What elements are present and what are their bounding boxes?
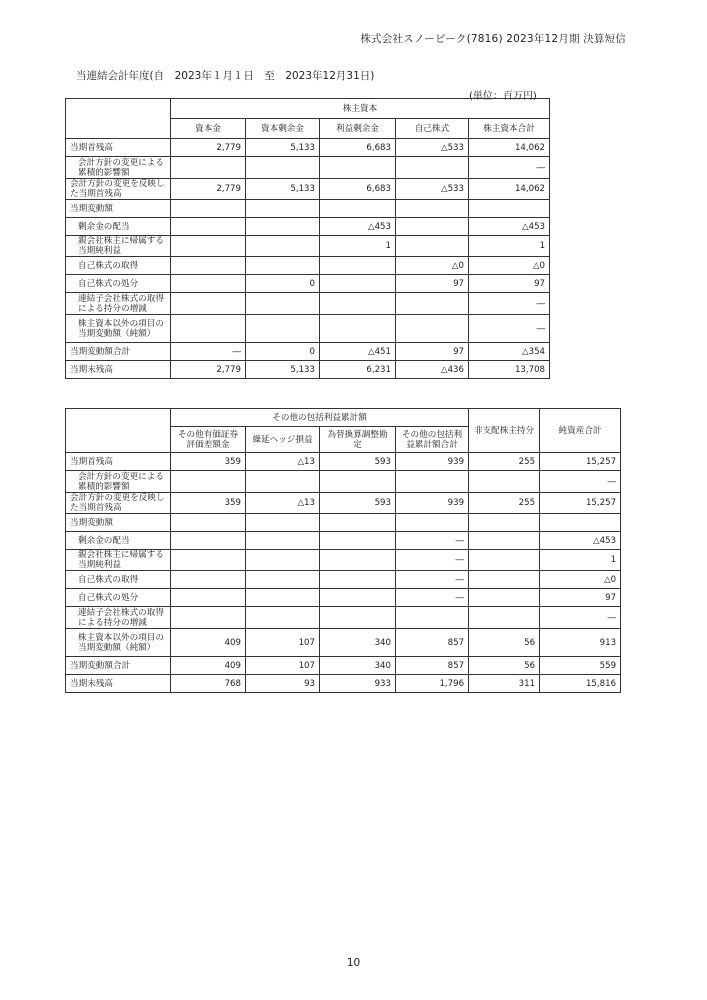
table-cell: 857 [396, 657, 469, 675]
table-cell [469, 571, 540, 589]
table-cell [396, 607, 469, 629]
table-cell [320, 200, 396, 218]
row-label: 親会社株主に帰属する当期純利益 [66, 236, 171, 257]
table-row [66, 493, 621, 514]
table-cell [171, 532, 246, 550]
table-cell: △453 [320, 218, 396, 236]
table-row [66, 179, 550, 200]
row-label: 当期変動額合計 [66, 343, 171, 361]
table-cell: ― [396, 571, 469, 589]
table-cell: △13 [246, 493, 320, 514]
group-header: その他の包括利益累計額 [171, 409, 469, 427]
table-cell: 1 [469, 236, 550, 257]
table-row [66, 629, 621, 657]
table-cell: 107 [246, 657, 320, 675]
table-cell [171, 607, 246, 629]
row-label: 株主資本以外の項目の当期変動額（純額） [66, 315, 171, 343]
table-row [66, 589, 621, 607]
row-label: 会計方針の変更による累積的影響額 [66, 157, 171, 179]
table-cell: 6,231 [320, 361, 396, 379]
column-header: 為替換算調整勘定 [320, 427, 396, 453]
table-cell: 107 [246, 629, 320, 657]
table-cell: 97 [396, 343, 469, 361]
table-cell [469, 514, 540, 532]
table-row [66, 453, 621, 471]
accumulated-oci-table [65, 408, 621, 693]
table-cell: 15,816 [540, 675, 621, 693]
row-label: 会計方針の変更を反映した当期首残高 [66, 493, 171, 514]
table-cell [320, 607, 396, 629]
row-label: 当期末残高 [66, 675, 171, 693]
row-label: 親会社株主に帰属する当期純利益 [66, 550, 171, 571]
table-cell: 857 [396, 629, 469, 657]
row-label: 剰余金の配当 [66, 532, 171, 550]
table-cell: △453 [540, 532, 621, 550]
table-cell: 933 [320, 675, 396, 693]
table-cell: 939 [396, 453, 469, 471]
table-cell: 56 [469, 629, 540, 657]
table-cell: ― [171, 343, 246, 361]
table-cell: 593 [320, 453, 396, 471]
table-corner [66, 99, 171, 139]
table-row [66, 550, 621, 571]
table-cell [171, 275, 246, 293]
table-cell: △0 [469, 257, 550, 275]
table-cell: ― [469, 157, 550, 179]
row-label: 当期変動額合計 [66, 657, 171, 675]
table-cell: △533 [396, 139, 469, 157]
column-header: 資本金 [171, 119, 246, 139]
column-header: その他有価証券評価差額金 [171, 427, 246, 453]
table-cell: △533 [396, 179, 469, 200]
table-cell [171, 471, 246, 493]
table-row [66, 471, 621, 493]
row-label: 当期首残高 [66, 139, 171, 157]
table-cell: 409 [171, 657, 246, 675]
table-cell: △354 [469, 343, 550, 361]
table-cell [246, 236, 320, 257]
table-cell: ― [396, 550, 469, 571]
table-cell [320, 157, 396, 179]
table-cell [246, 257, 320, 275]
table-cell [469, 200, 550, 218]
table-cell [246, 532, 320, 550]
table-cell: 939 [396, 493, 469, 514]
table-row [66, 236, 550, 257]
table-cell: 5,133 [246, 361, 320, 379]
table-cell: 14,062 [469, 179, 550, 200]
table-cell: 0 [246, 343, 320, 361]
table-cell [396, 218, 469, 236]
table-cell: 1 [540, 550, 621, 571]
table-cell: △0 [396, 257, 469, 275]
row-label: 当期変動額 [66, 514, 171, 532]
fiscal-period-title: 当連結会計年度(自 2023年１月１日 至 2023年12月31日) [76, 70, 375, 82]
table-cell [320, 315, 396, 343]
row-label: 当期変動額 [66, 200, 171, 218]
table-cell [396, 236, 469, 257]
column-header: 資本剰余金 [246, 119, 320, 139]
table-cell [469, 471, 540, 493]
table-cell: 2,779 [171, 179, 246, 200]
column-header: 繰延ヘッジ損益 [246, 427, 320, 453]
table-cell: 97 [540, 589, 621, 607]
table-cell [171, 157, 246, 179]
table-cell [320, 550, 396, 571]
table-cell [320, 514, 396, 532]
table-cell: 768 [171, 675, 246, 693]
table-cell [246, 471, 320, 493]
table-cell: 340 [320, 629, 396, 657]
unit-label: (単位：百万円) [469, 91, 537, 102]
table-cell [320, 257, 396, 275]
table-cell: ― [540, 471, 621, 493]
table-row [66, 200, 550, 218]
table-cell [396, 157, 469, 179]
table-cell: ― [396, 589, 469, 607]
table-cell [171, 200, 246, 218]
table-cell [246, 607, 320, 629]
page-number: 10 [346, 957, 361, 969]
table-body [66, 453, 621, 693]
table-row [66, 675, 621, 693]
table-cell: 255 [469, 453, 540, 471]
table-cell [171, 571, 246, 589]
table-row [66, 139, 550, 157]
table-cell: 6,683 [320, 139, 396, 157]
table-cell [246, 315, 320, 343]
table-cell [171, 589, 246, 607]
table-cell [320, 293, 396, 315]
table-row [66, 293, 550, 315]
table-cell: 15,257 [540, 453, 621, 471]
row-label: 会計方針の変更を反映した当期首残高 [66, 179, 171, 200]
table-row [66, 218, 550, 236]
table-cell: 5,133 [246, 139, 320, 157]
table-row [66, 571, 621, 589]
column-header: 株主資本合計 [469, 119, 550, 139]
table-cell: 2,779 [171, 139, 246, 157]
row-label: 剰余金の配当 [66, 218, 171, 236]
table-cell [320, 571, 396, 589]
table-cell [171, 293, 246, 315]
table-cell: 6,683 [320, 179, 396, 200]
table-cell [396, 514, 469, 532]
table-cell: 409 [171, 629, 246, 657]
row-label: 当期末残高 [66, 361, 171, 379]
table-corner [66, 409, 171, 453]
table-row [66, 257, 550, 275]
table-cell [246, 514, 320, 532]
table-cell: △453 [469, 218, 550, 236]
table-cell [396, 315, 469, 343]
table-cell: 1,796 [396, 675, 469, 693]
table-cell [246, 293, 320, 315]
table-cell: 56 [469, 657, 540, 675]
column-header: その他の包括利益累計額合計 [396, 427, 469, 453]
row-label: 連結子会社株式の取得による持分の増減 [66, 293, 171, 315]
row-label: 当期首残高 [66, 453, 171, 471]
table-cell: 2,779 [171, 361, 246, 379]
table-cell: 913 [540, 629, 621, 657]
group-header: 株主資本 [171, 99, 550, 119]
table-cell [171, 514, 246, 532]
table-cell [320, 589, 396, 607]
row-label: 自己株式の処分 [66, 589, 171, 607]
row-label: 自己株式の取得 [66, 257, 171, 275]
table-cell: 97 [469, 275, 550, 293]
table-row [66, 157, 550, 179]
table-cell [246, 550, 320, 571]
table-cell [171, 236, 246, 257]
table-cell [320, 275, 396, 293]
table-body [66, 139, 550, 379]
table-cell: ― [469, 315, 550, 343]
table-cell: △13 [246, 453, 320, 471]
table-cell [320, 532, 396, 550]
table-cell: 593 [320, 493, 396, 514]
row-label: 自己株式の取得 [66, 571, 171, 589]
table-row [66, 607, 621, 629]
row-label: 連結子会社株式の取得による持分の増減 [66, 607, 171, 629]
table-cell: △0 [540, 571, 621, 589]
row-label: 株主資本以外の項目の当期変動額（純額） [66, 629, 171, 657]
table-cell [396, 293, 469, 315]
column-header: 自己株式 [396, 119, 469, 139]
table-cell [320, 471, 396, 493]
table-cell [171, 257, 246, 275]
table-cell [246, 200, 320, 218]
table-cell: 15,257 [540, 493, 621, 514]
table-cell: 311 [469, 675, 540, 693]
table-cell: △436 [396, 361, 469, 379]
table-cell [469, 550, 540, 571]
table-cell: 559 [540, 657, 621, 675]
table-cell: 13,708 [469, 361, 550, 379]
document-header: 株式会社スノーピーク(7816) 2023年12月期 決算短信 [360, 33, 626, 45]
table-cell: ― [540, 607, 621, 629]
table-cell [246, 218, 320, 236]
table-row [66, 315, 550, 343]
table-row [66, 361, 550, 379]
column-header: 純資産合計 [540, 409, 621, 453]
table-row [66, 343, 550, 361]
column-header: 利益剰余金 [320, 119, 396, 139]
table-cell [171, 315, 246, 343]
column-header: 非支配株主持分 [469, 409, 540, 453]
table-cell: 340 [320, 657, 396, 675]
table-cell: ― [396, 532, 469, 550]
table-cell [246, 157, 320, 179]
table-cell: 359 [171, 493, 246, 514]
shareholders-equity-table [65, 98, 550, 379]
row-label: 自己株式の処分 [66, 275, 171, 293]
table-row [66, 514, 621, 532]
table-cell: 359 [171, 453, 246, 471]
table-cell: 93 [246, 675, 320, 693]
table-cell [246, 589, 320, 607]
table-cell: 0 [246, 275, 320, 293]
table-cell [540, 514, 621, 532]
table-cell [396, 471, 469, 493]
table-cell [469, 607, 540, 629]
table-cell: 5,133 [246, 179, 320, 200]
table-cell [469, 589, 540, 607]
table-cell: 1 [320, 236, 396, 257]
table-cell: △451 [320, 343, 396, 361]
table-cell [396, 200, 469, 218]
table-cell [171, 218, 246, 236]
table-cell: ― [469, 293, 550, 315]
table-cell: 97 [396, 275, 469, 293]
table-cell [171, 550, 246, 571]
table-cell [246, 571, 320, 589]
table-cell: 14,062 [469, 139, 550, 157]
table-row [66, 657, 621, 675]
table-row [66, 532, 621, 550]
table-row [66, 275, 550, 293]
row-label: 会計方針の変更による累積的影響額 [66, 471, 171, 493]
table-cell [469, 532, 540, 550]
table-cell: 255 [469, 493, 540, 514]
